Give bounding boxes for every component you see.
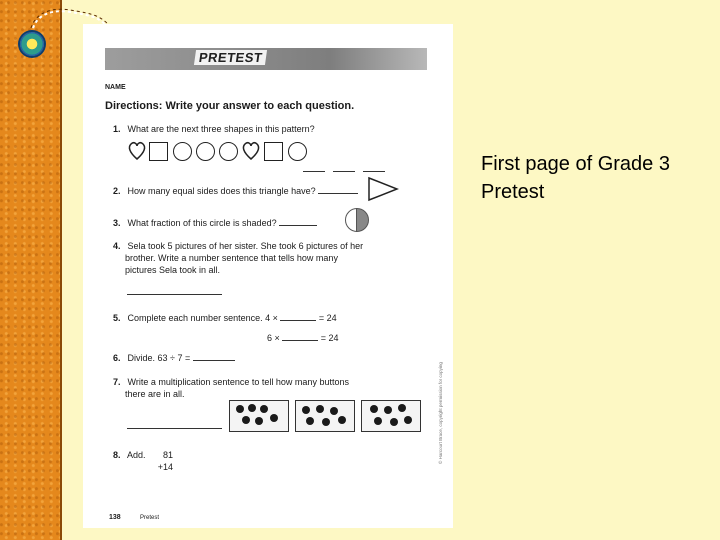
button-icon — [384, 406, 392, 414]
circle-shape — [219, 142, 238, 161]
heart-icon — [127, 141, 147, 161]
addition-problem — [147, 449, 173, 473]
circle-shape — [196, 142, 215, 161]
question-1 — [113, 123, 315, 135]
button-icon — [322, 418, 330, 426]
button-icon — [242, 416, 250, 424]
globe-emblem-icon — [20, 32, 44, 56]
worksheet-title: PRETEST — [194, 50, 268, 65]
button-group-picture — [361, 400, 421, 432]
question-7 — [113, 376, 373, 400]
answer-blank — [333, 171, 355, 172]
button-icon — [270, 414, 278, 422]
question-6 — [113, 351, 235, 364]
answer-blank — [303, 171, 325, 172]
question-text: brother. Write a number sentence that tells how many — [125, 253, 338, 263]
button-icon — [330, 407, 338, 415]
question-number: 4. — [113, 241, 121, 251]
question-text: What are the next three shapes in this pattern? — [127, 124, 315, 134]
name-label: NAME — [105, 84, 126, 91]
question-3 — [113, 216, 317, 229]
button-group-picture — [229, 400, 289, 432]
slide-caption: First page of Grade 3 Pretest — [481, 153, 670, 203]
page-number: 138 — [109, 514, 121, 521]
question-number: 1. — [113, 124, 121, 134]
answer-blank — [279, 216, 317, 226]
question-text: pictures Sela took in all. — [125, 265, 221, 275]
question-8 — [113, 449, 146, 461]
circle-shape — [288, 142, 307, 161]
question-text: How many equal sides does this triangle have? — [127, 186, 316, 196]
question-number: 3. — [113, 218, 121, 228]
question-4 — [113, 240, 413, 276]
question-text: Write a multiplication sentence to tell how many buttons — [127, 377, 349, 387]
button-icon — [236, 405, 244, 413]
button-icon — [390, 418, 398, 426]
answer-blank — [363, 171, 385, 172]
button-icon — [374, 417, 382, 425]
button-group-picture — [295, 400, 355, 432]
triangle-shape — [367, 176, 399, 202]
equation-left: 4 × — [265, 313, 278, 323]
equation-right: = 24 — [320, 333, 339, 343]
question-number: 6. — [113, 353, 121, 363]
button-icon — [260, 405, 268, 413]
decorative-side-strip — [0, 0, 62, 540]
question-text: Add. — [127, 450, 146, 460]
question-number: 8. — [113, 450, 121, 460]
addend-top: 81 — [162, 450, 173, 460]
square-shape — [149, 142, 168, 161]
button-icon — [306, 417, 314, 425]
question-number: 5. — [113, 313, 121, 323]
question-2 — [113, 184, 358, 197]
question-text: Complete each number sentence. — [127, 313, 263, 323]
footer-label: Pretest — [140, 515, 160, 521]
answer-blank — [127, 428, 222, 429]
addend-bottom: +14 — [157, 462, 173, 472]
answer-blank — [127, 294, 222, 295]
question-text: Sela took 5 pictures of her sister. She took 6 pictures of her — [127, 241, 364, 251]
circle-shape — [173, 142, 192, 161]
button-icon — [248, 404, 256, 412]
question-number: 2. — [113, 186, 121, 196]
shaded-circle — [345, 208, 369, 232]
equation-right: = 24 — [318, 313, 337, 323]
question-text: Divide. 63 ÷ 7 = — [127, 353, 191, 363]
directions-heading: Directions: Write your answer to each question. — [105, 100, 355, 112]
question-number: 7. — [113, 377, 121, 387]
button-icon — [302, 406, 310, 414]
question-5 — [113, 311, 337, 324]
copyright-note: © Harcourt Brace, copyright permission for copying — [438, 362, 443, 464]
question-text: there are in all. — [125, 389, 185, 399]
answer-blank — [318, 184, 358, 194]
question-text: What fraction of this circle is shaded? — [127, 218, 277, 228]
circle-divider — [356, 208, 357, 232]
button-icon — [370, 405, 378, 413]
button-icon — [404, 416, 412, 424]
question-5-part-2 — [267, 331, 339, 344]
square-shape — [264, 142, 283, 161]
worksheet-page — [83, 24, 453, 528]
heart-icon — [241, 141, 261, 161]
equation-left: 6 × — [267, 333, 280, 343]
button-icon — [255, 417, 263, 425]
answer-blank — [193, 351, 235, 361]
answer-blank — [282, 331, 318, 341]
button-icon — [338, 416, 346, 424]
button-icon — [398, 404, 406, 412]
button-icon — [316, 405, 324, 413]
answer-blank — [280, 311, 316, 321]
